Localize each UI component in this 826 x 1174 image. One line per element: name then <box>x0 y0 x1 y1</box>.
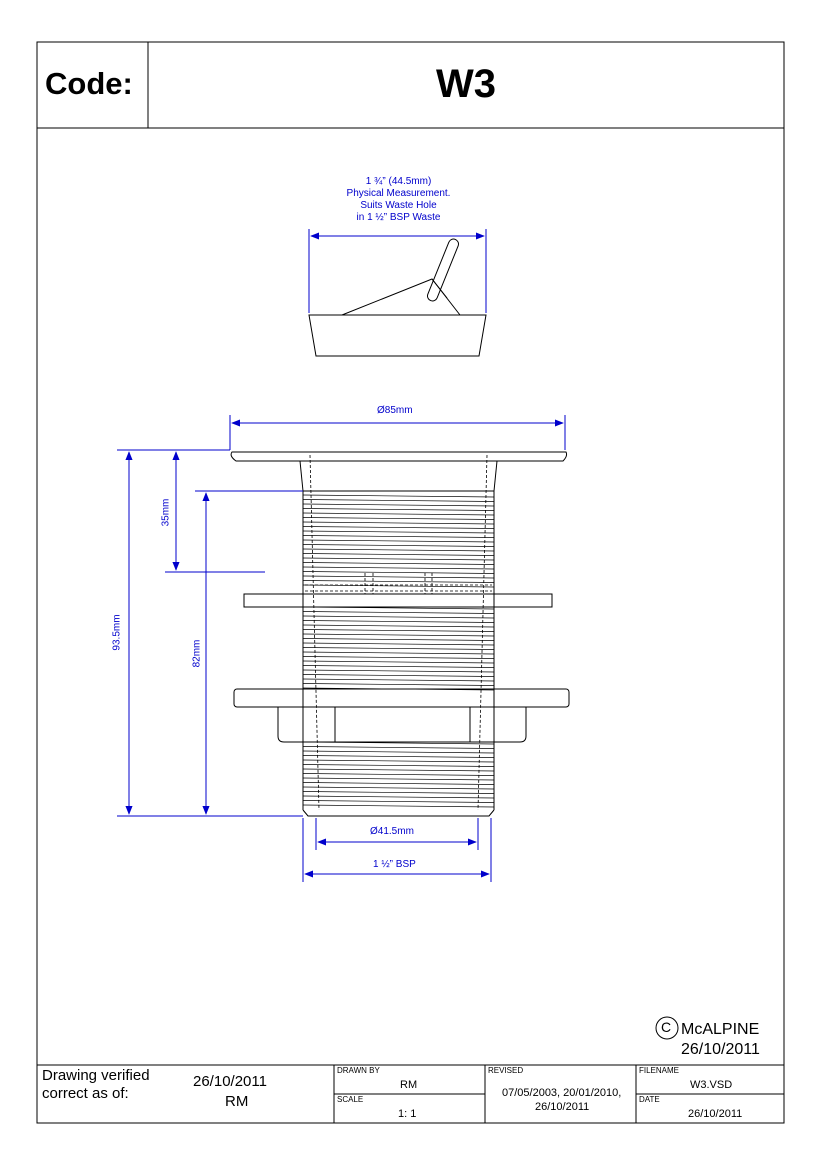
bsp-label: 1 ½” BSP <box>373 859 416 870</box>
verified-label: Drawing verified <box>42 1067 150 1084</box>
thread-line <box>303 675 494 677</box>
thread-line <box>303 621 494 623</box>
date-label: DATE <box>639 1095 660 1104</box>
thread-line <box>303 540 494 542</box>
thread-line <box>303 657 494 659</box>
waste-note-line: Physical Measurement. <box>346 188 451 199</box>
thread-line <box>303 630 494 632</box>
thread-lines <box>303 495 494 807</box>
plug-dimension <box>309 229 486 313</box>
thread-line <box>303 581 494 583</box>
thread-line <box>303 545 494 547</box>
thread-height-label: 82mm <box>191 639 203 668</box>
thread-line <box>303 522 494 524</box>
thread-line <box>303 495 494 497</box>
thread-line <box>303 760 494 762</box>
thread-line <box>303 774 494 776</box>
thread-line <box>303 504 494 506</box>
thread-line <box>303 567 494 569</box>
thread-line <box>303 531 494 533</box>
scale-label: SCALE <box>337 1095 364 1104</box>
waste-body <box>231 452 569 816</box>
thread-line <box>303 679 494 681</box>
plug-detail <box>309 238 486 356</box>
thread-line <box>303 625 494 627</box>
thread-line <box>303 536 494 538</box>
copyright-owner: McALPINE <box>681 1021 760 1038</box>
thread-line <box>303 769 494 771</box>
thread-line <box>303 643 494 645</box>
copyright-date: 26/10/2011 <box>681 1041 760 1058</box>
thread-line <box>303 558 494 560</box>
thread-line <box>303 792 494 794</box>
plug-body <box>309 315 486 356</box>
thread-line <box>303 666 494 668</box>
thread-line <box>303 509 494 511</box>
thread-line <box>303 661 494 663</box>
back-nut-body <box>278 707 526 742</box>
thread-line <box>303 801 494 803</box>
dimensions <box>117 415 565 882</box>
thread-line <box>303 778 494 780</box>
thread-line <box>303 805 494 807</box>
drawn-by-value: RM <box>400 1079 418 1091</box>
thread-line <box>303 747 494 749</box>
thread-line <box>303 751 494 753</box>
thread-line <box>303 563 494 565</box>
revised-label: REVISED <box>488 1066 524 1075</box>
thread-line <box>303 684 494 686</box>
filename-label: FILENAME <box>639 1066 680 1075</box>
back-nut-flange <box>234 689 569 707</box>
flange <box>231 452 566 461</box>
thread-line <box>303 616 494 618</box>
verified-label: correct as of: <box>42 1085 129 1102</box>
thread-line <box>303 765 494 767</box>
thread-line <box>303 500 494 502</box>
washer <box>244 594 552 607</box>
thread-line <box>303 796 494 798</box>
flange-diameter-label: Ø85mm <box>377 405 413 416</box>
thread-line <box>303 639 494 641</box>
thread-line <box>303 787 494 789</box>
inner-diameter-label: Ø41.5mm <box>370 826 414 837</box>
thread-line <box>303 576 494 578</box>
thread-line <box>303 554 494 556</box>
thread-line <box>303 783 494 785</box>
date-value: 26/10/2011 <box>688 1108 743 1120</box>
drawn-by-label: DRAWN BY <box>337 1066 380 1075</box>
thread-line <box>303 513 494 515</box>
thread-line <box>303 670 494 672</box>
thread-line <box>303 652 494 654</box>
total-height-label: 93.5mm <box>111 614 123 651</box>
thread-line <box>303 612 494 614</box>
thread-line <box>303 527 494 529</box>
scale-value: 1: 1 <box>398 1108 417 1120</box>
waste-note-line: 1 ¾” (44.5mm) <box>365 176 432 187</box>
thread-line <box>303 572 494 574</box>
waste-note <box>320 176 477 224</box>
waste-note-line: Suits Waste Hole <box>360 200 437 211</box>
verified-by: RM <box>225 1093 249 1110</box>
thread-line <box>303 756 494 758</box>
filename-value: W3.VSD <box>690 1079 733 1091</box>
thread-line <box>303 648 494 650</box>
verified-date: 26/10/2011 <box>193 1073 267 1090</box>
waste-note-line: in 1 ½” BSP Waste <box>356 212 441 223</box>
thread-line <box>303 634 494 636</box>
code-value: W3 <box>436 62 496 106</box>
revised-value: 26/10/2011 <box>535 1101 590 1113</box>
top-depth-label: 35mm <box>160 498 172 527</box>
thread-line <box>303 549 494 551</box>
revised-value: 07/05/2003, 20/01/2010, <box>502 1087 622 1099</box>
thread-line <box>303 518 494 520</box>
copyright-symbol: C <box>661 1019 672 1035</box>
code-label: Code: <box>45 66 133 101</box>
